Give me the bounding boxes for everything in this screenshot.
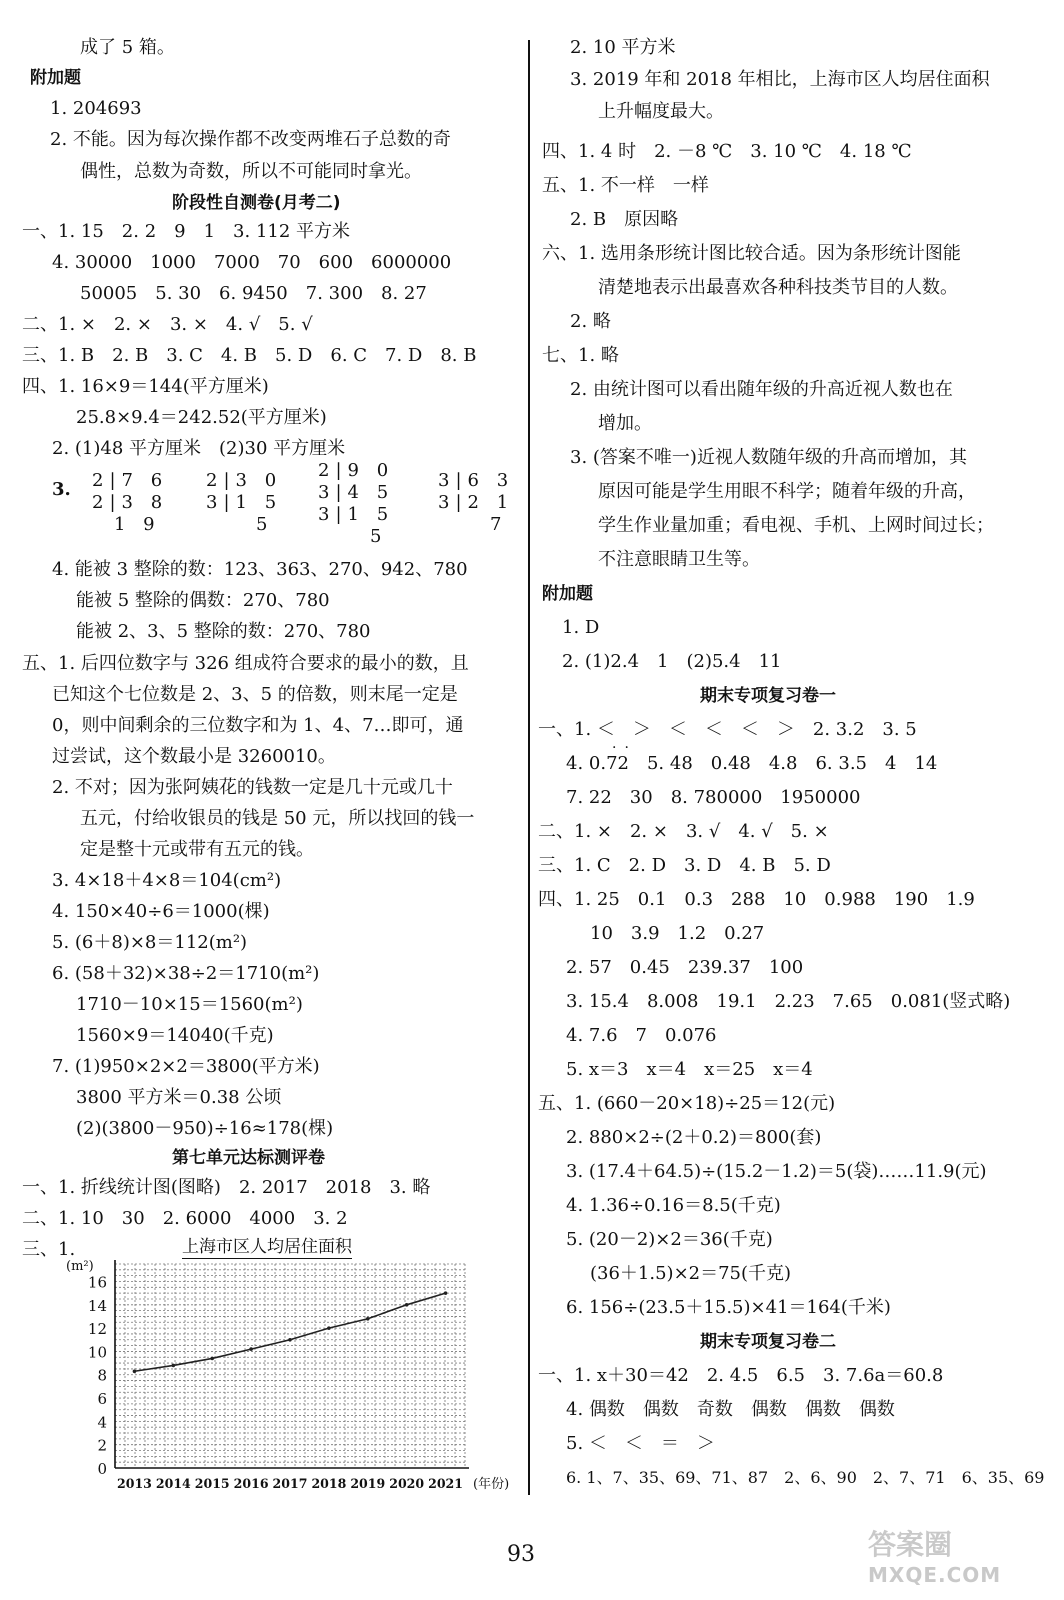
text-line: 2. (1)2.4 1 (2)5.4 11 [562, 651, 782, 672]
chart-plot [60, 1250, 520, 1500]
text-line: (36＋1.5)×2＝75(千克) [590, 1263, 792, 1284]
text-line: 能被 5 整除的偶数：270、780 [76, 590, 330, 611]
page-number: 93 [507, 1542, 535, 1567]
text-line: 一、1. 15 2. 2 9 1 3. 112 平方米 [22, 221, 351, 242]
division-row: 5 [370, 526, 388, 547]
x-tick-label: 2013 [117, 1477, 152, 1492]
section-title: 期末专项复习卷一 [700, 686, 836, 706]
text-line: 七、1. 略 [542, 345, 619, 366]
division-row: 3|4 5 [318, 482, 395, 503]
division-row: 3|1 5 [318, 504, 395, 525]
data-point [133, 1369, 137, 1373]
y-axis-label: (m²) [66, 1259, 94, 1274]
data-point [210, 1357, 214, 1361]
division-row: 2|3 8 [92, 492, 169, 513]
text-line: 4. 1.36÷0.16＝8.5(千克) [566, 1195, 781, 1216]
text-line: 2. 10 平方米 [570, 37, 676, 58]
text-line: 7. (1)950×2×2＝3800(平方米) [52, 1056, 320, 1077]
text-line: 1560×9＝14040(千克) [76, 1025, 274, 1046]
division-row: 2|9 0 [318, 460, 395, 481]
data-point [172, 1364, 176, 1368]
text-line: 六、1. 选用条形统计图比较合适。因为条形统计图能 [542, 243, 961, 264]
x-tick-label: 2019 [350, 1477, 386, 1492]
section-title: 第七单元达标测评卷 [172, 1148, 325, 1168]
text-line: 一、1. ＜ ＞ ＜ ＜ ＜ ＞ 2. 3.2 3. 5 [538, 719, 917, 740]
text-line: 二、1. × 2. × 3. × 4. √ 5. √ [22, 314, 313, 335]
x-tick-label: 2017 [272, 1477, 308, 1492]
text-line: 原因可能是学生用眼不科学；随着年级的升高， [598, 481, 976, 502]
text-line: 2. 由统计图可以看出随年级的升高近视人数也在 [570, 379, 953, 400]
division-row: 3|6 3 [438, 470, 515, 491]
text-line: 一、1. 折线统计图(图略) 2. 2017 2018 3. 略 [22, 1177, 431, 1198]
x-tick-label: 2021 [428, 1477, 463, 1492]
text-line: 5. (20－2)×2＝36(千克) [566, 1229, 773, 1250]
text-line: 3. (答案不唯一)近视人数随年级的升高而增加，其 [570, 447, 967, 468]
section-title: 期末专项复习卷二 [700, 1332, 836, 1352]
division-row: 3|2 1 [438, 492, 515, 513]
text-line: 2. 880×2÷(2＋0.2)＝800(套) [566, 1127, 822, 1148]
text-line: 4. 0.72 5. 48 0.48 4.8 6. 3.5 4 14 [566, 753, 938, 774]
division-row: 2|3 0 [206, 470, 283, 491]
data-point [327, 1326, 331, 1330]
text-line: 三、1. [22, 1239, 76, 1260]
x-tick-label: 2016 [233, 1477, 269, 1492]
watermark-url: MXQE.COM [868, 1563, 1002, 1587]
data-point [288, 1338, 292, 1342]
text-line: 2. (1)48 平方厘米 (2)30 平方厘米 [52, 438, 346, 459]
data-point [444, 1291, 448, 1295]
text-line: 清楚地表示出最喜欢各种科技类节目的人数。 [598, 277, 958, 298]
y-tick-label: 6 [97, 1390, 107, 1409]
text-line: 0，则中间剩余的三位数字和为 1、4、7…即可，通 [52, 715, 464, 736]
text-line: 3. 2019 年和 2018 年相比，上海市区人均居住面积 [570, 69, 990, 90]
division-row: 7 [490, 514, 508, 535]
section-heading: 附加题 [30, 68, 81, 88]
y-tick-label: 12 [87, 1320, 107, 1339]
data-point [249, 1347, 253, 1351]
text-line: 4. 150×40÷6＝1000(棵) [52, 901, 270, 922]
text-line: 4. 7.6 7 0.076 [566, 1025, 717, 1046]
text-line: 三、1. C 2. D 3. D 4. B 5. D [538, 855, 831, 876]
text-line: 三、1. B 2. B 3. C 4. B 5. D 6. C 7. D 8. B [22, 345, 477, 366]
text-line: 6. 1、7、35、69、71、87 2、6、90 2、7、71 6、35、69 [566, 1468, 1045, 1487]
question-number: 3. [52, 479, 71, 500]
text-line: 过尝试，这个数最小是 3260010。 [52, 746, 336, 767]
division-row: 1 9 [114, 514, 161, 535]
text-line: 1710－10×15＝1560(m²) [76, 994, 303, 1015]
watermark [868, 1530, 1001, 1590]
text-line: 四、1. 16×9＝144(平方厘米) [22, 376, 269, 397]
text-line: 偶性，总数为奇数，所以不可能同时拿光。 [80, 161, 422, 182]
y-tick-label: 4 [97, 1413, 107, 1432]
text-line: 定是整十元或带有五元的钱。 [80, 839, 314, 860]
text-line: 3. 15.4 8.008 19.1 2.23 7.65 0.081(竖式略) [566, 991, 1011, 1012]
text-line: 5. ＜ ＜ ＝ ＞ [566, 1433, 715, 1454]
text-line: 已知这个七位数是 2、3、5 的倍数，则末尾一定是 [52, 684, 458, 705]
text-line: 5. (6＋8)×8＝112(m²) [52, 932, 248, 953]
text-line: 上升幅度最大。 [598, 101, 724, 122]
text-line: (2)(3800－950)÷16≈178(棵) [76, 1118, 334, 1139]
x-tick-label: 2015 [194, 1477, 230, 1492]
text-line: 四、1. 25 0.1 0.3 288 10 0.988 190 1.9 [538, 889, 975, 910]
watermark-text: 答案圈 [868, 1528, 953, 1561]
text-line: 学生作业量加重；看电视、手机、上网时间过长； [598, 515, 994, 536]
text-line: 3800 平方米＝0.38 公顷 [76, 1087, 282, 1108]
text-line: 3. (17.4＋64.5)÷(15.2－1.2)＝5(袋)……11.9(元) [566, 1161, 987, 1182]
text-line: 2. B 原因略 [570, 209, 679, 230]
text-line: 四、1. 4 时 2. －8 ℃ 3. 10 ℃ 4. 18 ℃ [542, 141, 912, 162]
text-line: 2. 不能。因为每次操作都不改变两堆石子总数的奇 [50, 129, 451, 150]
x-axis-label: (年份) [473, 1477, 510, 1492]
division-row: 5 [256, 514, 274, 535]
section-title: 阶段性自测卷(月考二) [172, 193, 341, 213]
text-line: 1. 204693 [50, 98, 142, 119]
text-line: 一、1. x＋30＝42 2. 4.5 6.5 3. 7.6a＝60.8 [538, 1365, 944, 1386]
text-line: 4. 能被 3 整除的数：123、363、270、942、780 [52, 559, 468, 580]
text-line: 5. x＝3 x＝4 x＝25 x＝4 [566, 1059, 813, 1080]
y-tick-label: 8 [97, 1366, 107, 1385]
text-line: 2. 不对；因为张阿姨花的钱数一定是几十元或几十 [52, 777, 453, 798]
y-tick-label: 14 [87, 1296, 107, 1315]
text-line: 4. 30000 1000 7000 70 600 6000000 [52, 252, 452, 273]
y-tick-label: 0 [97, 1460, 107, 1478]
x-tick-label: 2018 [311, 1477, 347, 1492]
y-tick-label: 16 [87, 1273, 107, 1292]
text-line: 能被 2、3、5 整除的数：270、780 [76, 621, 371, 642]
y-tick-label: 10 [87, 1343, 107, 1362]
x-tick-label: 2020 [389, 1477, 425, 1492]
column-divider [528, 40, 530, 1495]
text-line: 五、1. 后四位数字与 326 组成符合要求的最小的数，且 [22, 653, 469, 674]
chart-title: 上海市区人均居住面积 [182, 1237, 352, 1257]
text-line: 五、1. (660－20×18)÷25＝12(元) [538, 1093, 836, 1114]
text-line: 50005 5. 30 6. 9450 7. 300 8. 27 [80, 283, 427, 304]
text-line: 成了 5 箱。 [80, 37, 175, 58]
text-line: 1. D [562, 617, 600, 638]
division-row: 3|1 5 [206, 492, 283, 513]
text-line: 二、1. 10 30 2. 6000 4000 3. 2 [22, 1208, 348, 1229]
text-line: 6. 156÷(23.5＋15.5)×41＝164(千米) [566, 1297, 891, 1318]
y-tick-label: 2 [97, 1436, 107, 1455]
section-heading: 附加题 [542, 584, 593, 604]
text-line: 五元，付给收银员的钱是 50 元，所以找回的钱一 [80, 808, 475, 829]
text-line: 五、1. 不一样 一样 [542, 175, 709, 196]
text-line: 不注意眼睛卫生等。 [598, 549, 760, 570]
text-line: 3. 4×18＋4×8＝104(cm²) [52, 870, 282, 891]
text-line: 7. 22 30 8. 780000 1950000 [566, 787, 861, 808]
text-line: 25.8×9.4＝242.52(平方厘米) [76, 407, 327, 428]
x-tick-label: 2014 [155, 1477, 191, 1492]
data-point [366, 1317, 370, 1321]
data-point [405, 1303, 409, 1307]
text-line: 增加。 [598, 413, 652, 434]
text-line: 2. 略 [570, 311, 611, 332]
text-line: 二、1. × 2. × 3. √ 4. √ 5. × [538, 821, 829, 842]
series-line [134, 1293, 445, 1371]
text-line: 2. 57 0.45 239.37 100 [566, 957, 804, 978]
repeating-decimal-dots: ·· [612, 740, 637, 756]
text-line: 6. (58＋32)×38÷2＝1710(m²) [52, 963, 320, 984]
text-line: 10 3.9 1.2 0.27 [590, 923, 765, 944]
text-line: 4. 偶数 偶数 奇数 偶数 偶数 偶数 [566, 1399, 895, 1420]
division-row: 2|7 6 [92, 470, 169, 491]
